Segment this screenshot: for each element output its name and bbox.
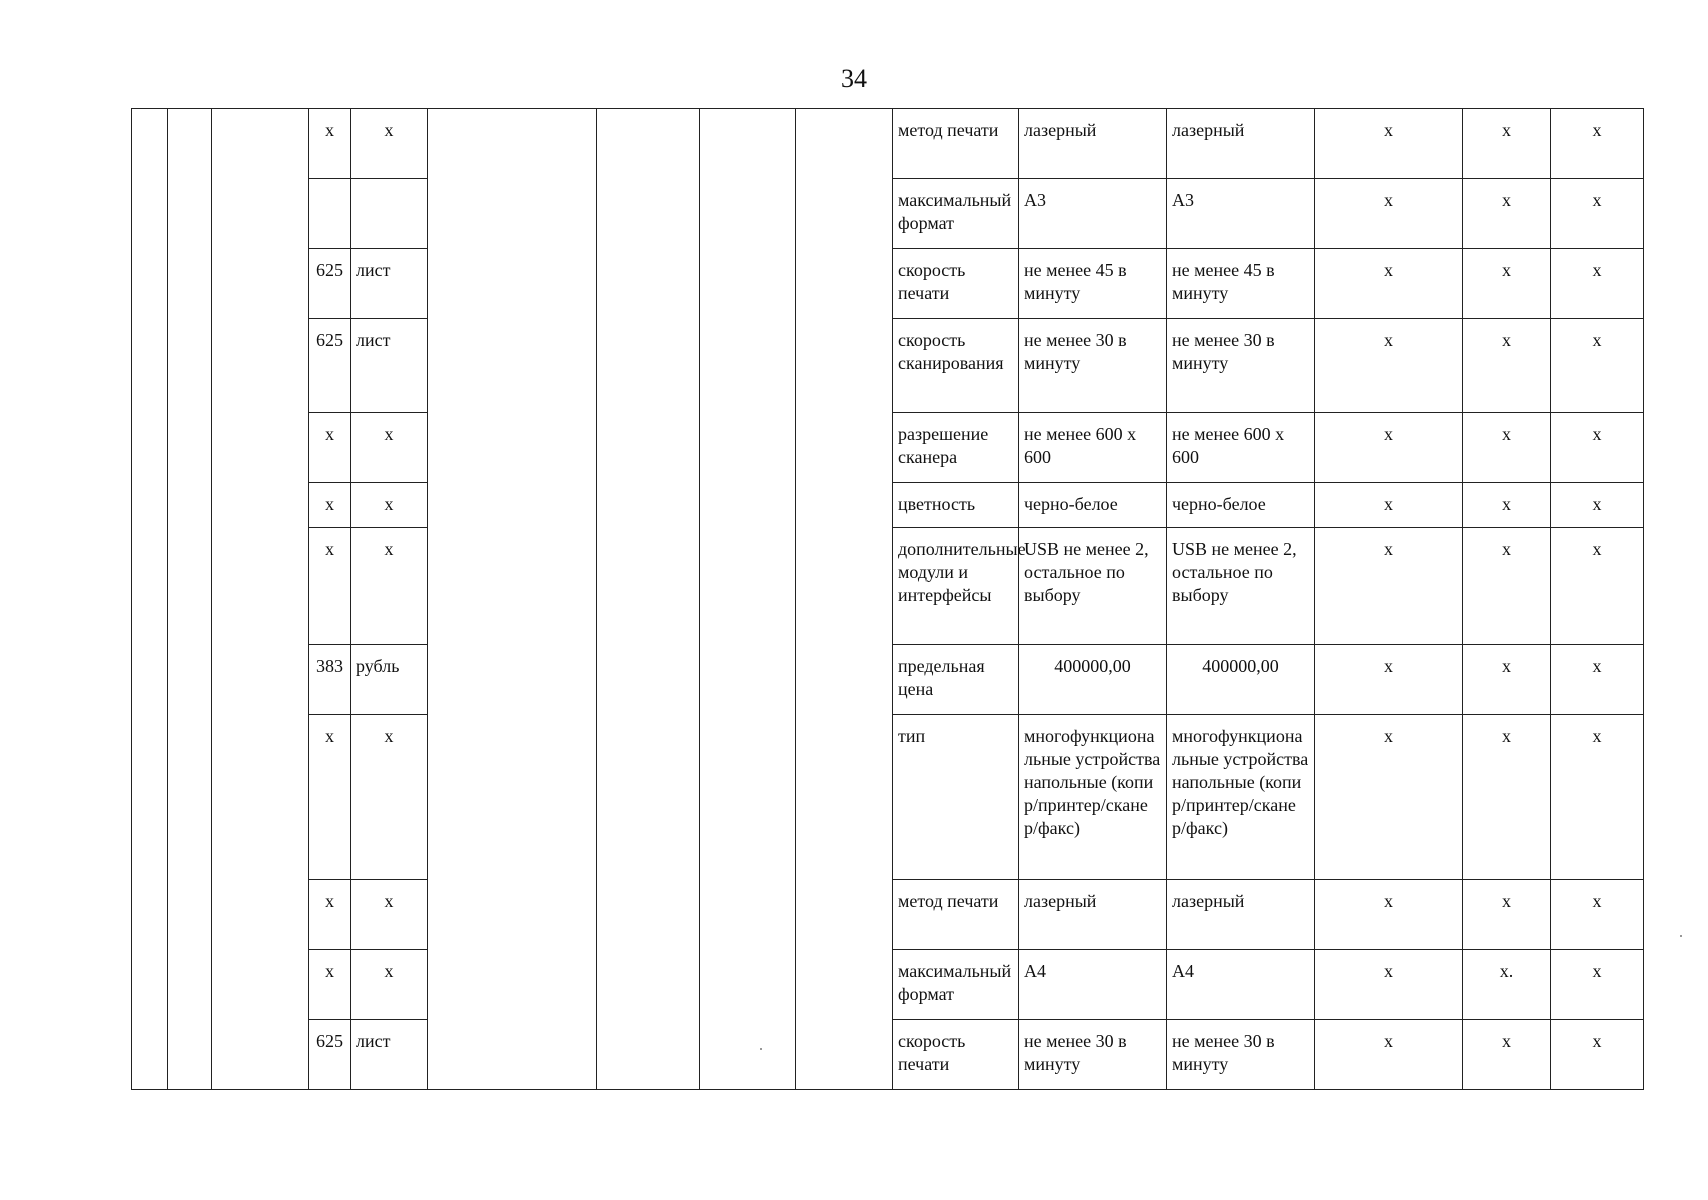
mark-cell: x xyxy=(1315,715,1463,880)
empty-cell xyxy=(132,109,168,1090)
spec-name-cell: дополнительные модули и интерфейсы xyxy=(893,528,1019,645)
code-cell: 625 xyxy=(309,249,351,319)
unit-cell: рубль xyxy=(351,645,428,715)
value-cell: А3 xyxy=(1019,179,1167,249)
spec-name-cell: тип xyxy=(893,715,1019,880)
mark-cell: x xyxy=(1315,950,1463,1020)
unit-cell: лист xyxy=(351,249,428,319)
mark-cell: x xyxy=(1315,1020,1463,1090)
empty-cell xyxy=(796,109,893,1090)
mark-cell: x xyxy=(1551,249,1644,319)
mark-cell: x xyxy=(1315,249,1463,319)
value-cell: лазерный xyxy=(1167,109,1315,179)
scan-speck xyxy=(1680,935,1682,937)
mark-cell: x xyxy=(1551,880,1644,950)
spec-name-cell: скорость печати xyxy=(893,249,1019,319)
spec-name-cell: максимальный формат xyxy=(893,950,1019,1020)
mark-cell: x xyxy=(1463,715,1551,880)
mark-cell: x xyxy=(1315,179,1463,249)
page-number: 34 xyxy=(841,64,867,93)
mark-cell: x xyxy=(1463,179,1551,249)
value-cell: лазерный xyxy=(1019,880,1167,950)
value-cell: не менее 30 в минуту xyxy=(1019,1020,1167,1090)
spec-name-cell: метод печати xyxy=(893,880,1019,950)
mark-cell: x xyxy=(1315,319,1463,413)
mark-cell: x xyxy=(1315,109,1463,179)
mark-cell: x xyxy=(1551,413,1644,483)
code-cell: x xyxy=(309,715,351,880)
spec-name-cell: скорость сканирования xyxy=(893,319,1019,413)
spec-name-cell: метод печати xyxy=(893,109,1019,179)
mark-cell: x xyxy=(1463,413,1551,483)
value-cell: лазерный xyxy=(1167,880,1315,950)
unit-cell: лист xyxy=(351,319,428,413)
spec-name-cell: разрешение сканера xyxy=(893,413,1019,483)
mark-cell: x xyxy=(1315,528,1463,645)
mark-cell: x xyxy=(1551,1020,1644,1090)
characteristics-table xyxy=(131,108,1644,1090)
value-cell: не менее 30 в минуту xyxy=(1167,1020,1315,1090)
value-cell: А4 xyxy=(1019,950,1167,1020)
code-cell: x xyxy=(309,109,351,179)
mark-cell: x xyxy=(1315,483,1463,528)
value-cell: не менее 45 в минуту xyxy=(1167,249,1315,319)
code-cell: 383 xyxy=(309,645,351,715)
code-cell xyxy=(309,179,351,249)
empty-cell xyxy=(428,109,597,1090)
spec-name-cell: максимальный формат xyxy=(893,179,1019,249)
value-cell: не менее 30 в минуту xyxy=(1019,319,1167,413)
value-cell: USB не менее 2, остальное по выбору xyxy=(1167,528,1315,645)
scan-speck xyxy=(760,1048,762,1050)
mark-cell: x xyxy=(1551,715,1644,880)
code-cell: x xyxy=(309,528,351,645)
unit-cell: x xyxy=(351,109,428,179)
value-cell: А3 xyxy=(1167,179,1315,249)
code-cell: x xyxy=(309,483,351,528)
mark-cell: x xyxy=(1463,880,1551,950)
empty-cell xyxy=(212,109,309,1090)
unit-cell: x xyxy=(351,483,428,528)
empty-cell xyxy=(168,109,212,1090)
mark-cell: x xyxy=(1463,483,1551,528)
value-cell: не менее 600 x 600 xyxy=(1019,413,1167,483)
mark-cell: x xyxy=(1551,950,1644,1020)
mark-cell: x xyxy=(1463,109,1551,179)
mark-cell: x. xyxy=(1463,950,1551,1020)
value-cell: лазерный xyxy=(1019,109,1167,179)
mark-cell: x xyxy=(1551,528,1644,645)
value-cell: А4 xyxy=(1167,950,1315,1020)
unit-cell: x xyxy=(351,950,428,1020)
mark-cell: x xyxy=(1315,413,1463,483)
value-cell: 400000,00 xyxy=(1019,645,1167,715)
code-cell: x xyxy=(309,950,351,1020)
mark-cell: x xyxy=(1315,645,1463,715)
mark-cell: x xyxy=(1551,483,1644,528)
mark-cell: x xyxy=(1463,249,1551,319)
code-cell: x xyxy=(309,413,351,483)
mark-cell: x xyxy=(1551,109,1644,179)
value-cell: не менее 45 в минуту xyxy=(1019,249,1167,319)
spec-name-cell: скорость печати xyxy=(893,1020,1019,1090)
mark-cell: x xyxy=(1463,319,1551,413)
value-cell: черно-белое xyxy=(1019,483,1167,528)
value-cell: не менее 30 в минуту xyxy=(1167,319,1315,413)
spec-name-cell: цветность xyxy=(893,483,1019,528)
code-cell: 625 xyxy=(309,1020,351,1090)
value-cell: черно-белое xyxy=(1167,483,1315,528)
value-cell: 400000,00 xyxy=(1167,645,1315,715)
mark-cell: x xyxy=(1315,880,1463,950)
mark-cell: x xyxy=(1551,179,1644,249)
mark-cell: x xyxy=(1463,1020,1551,1090)
mark-cell: x xyxy=(1463,528,1551,645)
unit-cell: лист xyxy=(351,1020,428,1090)
table-row xyxy=(132,109,1644,179)
empty-cell xyxy=(597,109,700,1090)
value-cell: USB не менее 2, остальное по выбору xyxy=(1019,528,1167,645)
mark-cell: x xyxy=(1551,645,1644,715)
mark-cell: x xyxy=(1463,645,1551,715)
value-cell: многофункциональные устройства напольные (копир/принтер/сканер/факс) xyxy=(1019,715,1167,880)
unit-cell: x xyxy=(351,715,428,880)
value-cell: многофункциональные устройства напольные (копир/принтер/сканер/факс) xyxy=(1167,715,1315,880)
unit-cell xyxy=(351,179,428,249)
value-cell: не менее 600 x 600 xyxy=(1167,413,1315,483)
spec-name-cell: предельная цена xyxy=(893,645,1019,715)
code-cell: 625 xyxy=(309,319,351,413)
unit-cell: x xyxy=(351,528,428,645)
mark-cell: x xyxy=(1551,319,1644,413)
unit-cell: x xyxy=(351,413,428,483)
code-cell: x xyxy=(309,880,351,950)
unit-cell: x xyxy=(351,880,428,950)
empty-cell xyxy=(700,109,796,1090)
